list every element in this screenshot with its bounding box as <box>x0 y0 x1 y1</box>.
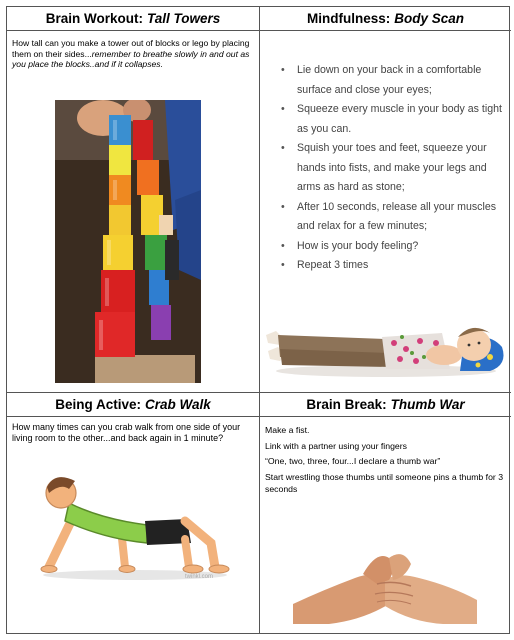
card-title: Body Scan <box>394 11 465 26</box>
thumb-war-hands-photo <box>293 534 477 624</box>
crab-walk-illustration <box>35 463 231 581</box>
card-header-crab-walk <box>7 393 260 417</box>
card-body-tall-towers <box>7 31 260 393</box>
activity-grid <box>6 6 510 634</box>
card-category: Being Active: <box>55 397 141 412</box>
card-header-body-scan <box>260 7 511 31</box>
instruction-line: Link with a partner using your fingers <box>265 440 407 451</box>
description-italic: remember to breathe slowly in and out as you place the blocks..and if it collapses. <box>12 48 250 70</box>
list-item: • Lie down on your back in a comfortable surface and close your eyes; <box>280 61 503 100</box>
card-description <box>12 38 255 70</box>
twinkl-watermark: twinkl.com <box>185 574 214 580</box>
card-description: How many times can you crab walk from one side of your living room to the other...and back again in 1 minute? <box>12 422 241 444</box>
lying-child-photo <box>264 313 508 381</box>
card-header-tall-towers <box>7 7 260 31</box>
card-title: Crab Walk <box>145 397 211 412</box>
card-header-thumb-war <box>260 393 511 417</box>
card-category: Brain Break: <box>306 397 387 412</box>
thumb-war-instructions <box>265 424 507 498</box>
list-item: • How is your body feeling? <box>280 237 503 257</box>
instruction-line: “One, two, three, four...I declare a thumb war” <box>265 456 441 467</box>
body-scan-steps <box>280 61 503 276</box>
card-title: Tall Towers <box>146 11 221 26</box>
description-plain: How tall can you make a tower out of blocks or lego by placing them on their sides... <box>12 38 250 59</box>
card-body-thumb-war <box>260 417 511 633</box>
card-title: Thumb War <box>390 397 465 412</box>
list-item: • Repeat 3 times <box>280 256 503 276</box>
card-body-crab-walk <box>7 417 260 633</box>
list-item: • Squeeze every muscle in your body as tight as you can. <box>280 100 503 139</box>
instruction-line: Make a fist. <box>265 425 310 435</box>
card-category: Mindfulness: <box>306 11 391 26</box>
list-item: • Squish your toes and feet, squeeze your hands into fists, and make your legs and arms as hard as stone; <box>280 139 503 198</box>
list-item: • After 10 seconds, release all your muscles and relax for a few minutes; <box>280 198 503 237</box>
instruction-line: Start wrestling those thumbs until someone pins a thumb for 3 seconds <box>265 471 504 494</box>
block-tower-photo <box>55 100 201 383</box>
card-category: Brain Workout: <box>45 11 143 26</box>
card-body-body-scan <box>260 31 511 393</box>
